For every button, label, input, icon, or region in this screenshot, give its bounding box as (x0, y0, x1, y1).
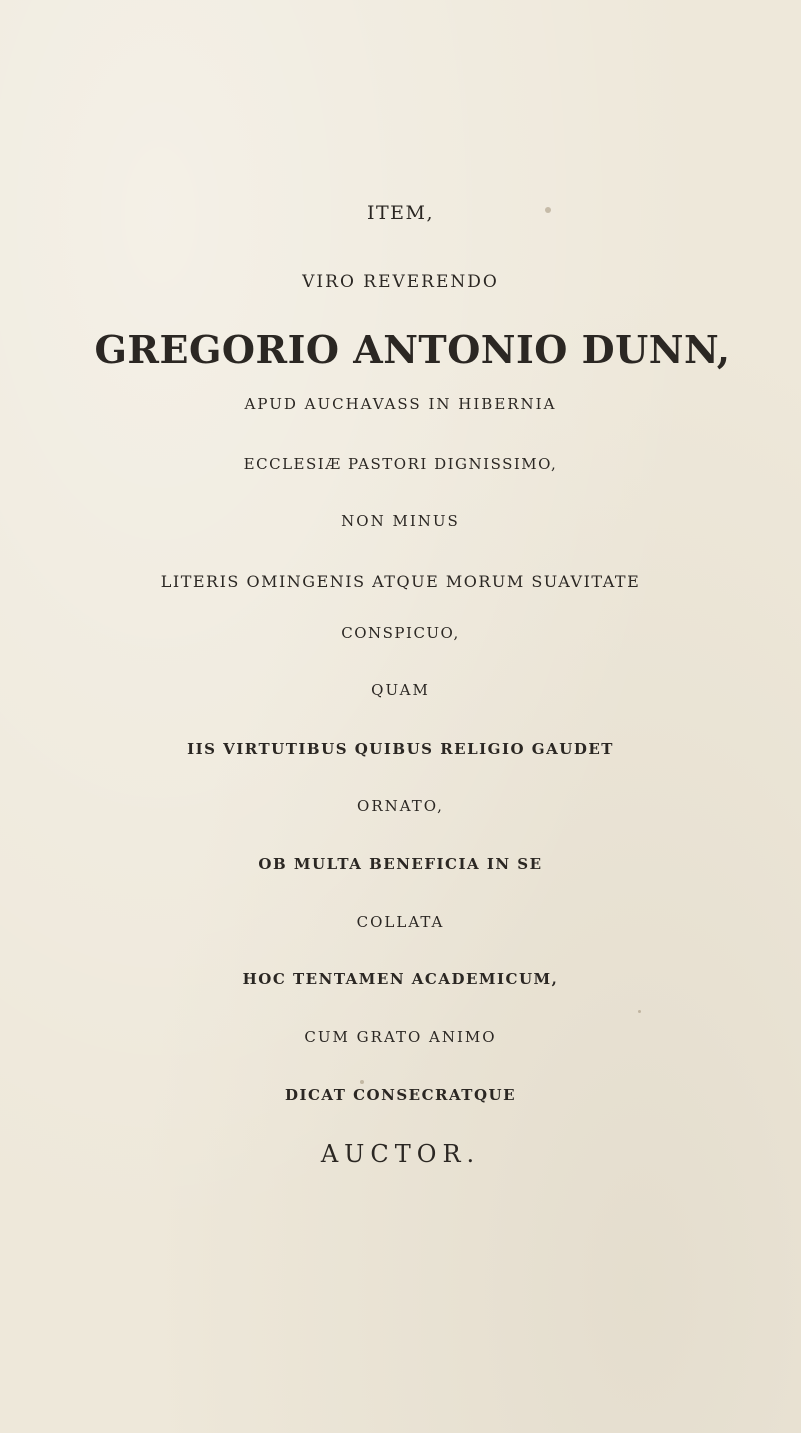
dicat-line: DICAT CONSECRATQUE (284, 1086, 517, 1104)
ink-spot (638, 1010, 641, 1013)
ob-multa-line: OB MULTA BENEFICIA IN SE (258, 855, 543, 873)
item-line: ITEM, (366, 202, 435, 224)
quam-line: QUAM (371, 681, 430, 699)
ink-spot (360, 1080, 364, 1084)
collata-line: COLLATA (356, 913, 445, 931)
dedicatee-name: GREGORIO ANTONIO DUNN, (94, 327, 731, 372)
auctor-signature: AUCTOR. (320, 1140, 481, 1168)
iis-line: IIS VIRTUTIBUS QUIBUS RELIGIO GAUDET (187, 740, 614, 758)
hoc-line: HOC TENTAMEN ACADEMICUM, (242, 970, 559, 988)
viro-reverendo: VIRO REVERENDO (302, 272, 499, 292)
ornato-line: ORNATO, (357, 797, 444, 815)
cum-line: CUM GRATO ANIMO (304, 1028, 497, 1046)
ecclesiae-line: ECCLESIÆ PASTORI DIGNISSIMO, (243, 455, 558, 473)
conspicuo-line: CONSPICUO, (341, 624, 460, 642)
apud-line: APUD AUCHAVASS IN HIBERNIA (244, 395, 557, 413)
literis-line: LITERIS OMINGENIS ATQUE MORUM SUAVITATE (160, 572, 641, 591)
non-minus-line: NON MINUS (341, 512, 460, 530)
